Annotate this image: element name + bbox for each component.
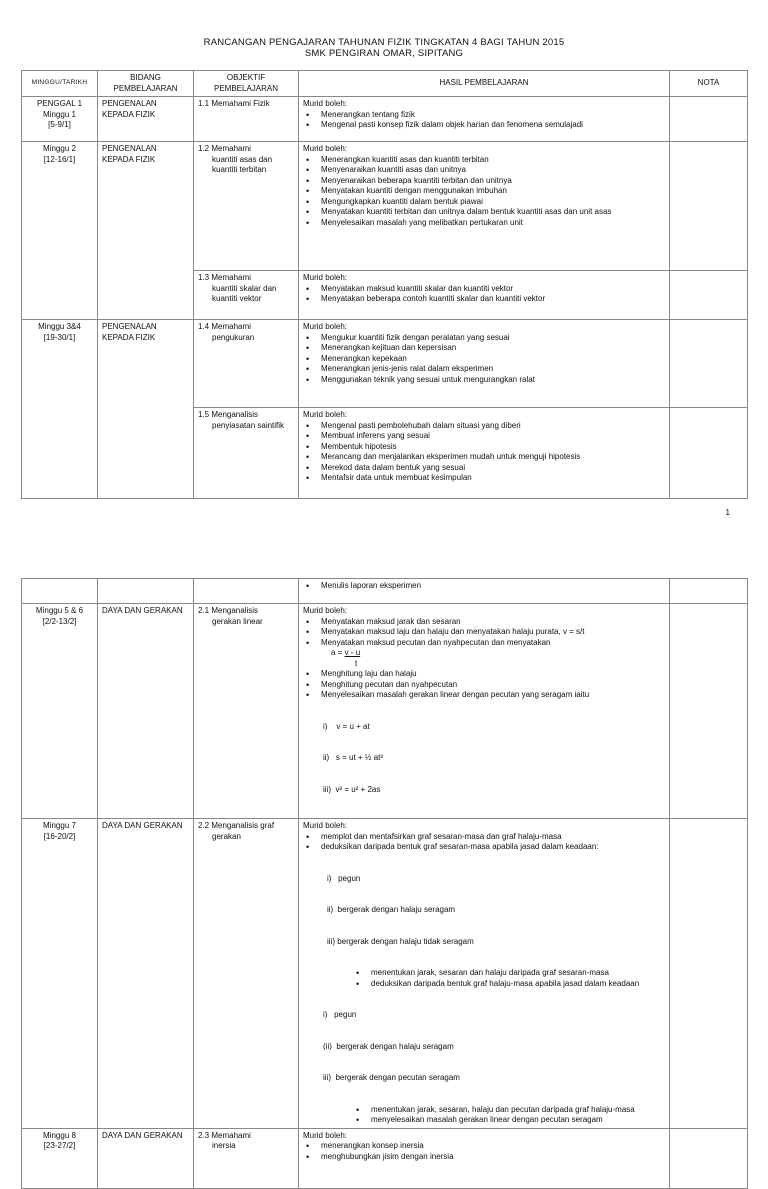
week-line: [23-27/2] <box>43 1141 76 1150</box>
list-item: • Menyatakan beberapa contoh kuantiti skalar dan kuantiti vektor <box>303 294 665 305</box>
list-item: • Mengungkapkan kuantiti dalam bentuk piawai <box>303 197 665 208</box>
list-item: • Menerangkan kejituan dan kepersisan <box>303 343 665 354</box>
col-head-outcome: HASIL PEMBELAJARAN <box>299 71 670 97</box>
week-line: Minggu 7 <box>43 821 76 830</box>
list-item: • Menghitung laju dan halaju <box>303 669 665 680</box>
area-cell: DAYA DAN GERAKAN <box>98 604 194 819</box>
week-line: Minggu 2 <box>43 144 76 153</box>
objective-text: inersia <box>212 1141 236 1150</box>
outcome-cell <box>299 142 670 271</box>
week-cell <box>22 320 98 499</box>
objective-cell <box>194 320 299 408</box>
objective-text: kuantiti asas dan kuantiti terbitan <box>212 154 273 174</box>
objective-cell <box>194 271 299 320</box>
objective-cell <box>194 819 299 1129</box>
objective-text: gerakan linear <box>212 616 263 626</box>
week-cell <box>22 579 98 604</box>
equation-list <box>303 701 665 817</box>
note-cell <box>670 604 748 819</box>
table-row <box>22 1128 748 1188</box>
outcome-cell <box>299 320 670 408</box>
list-item: • Menyelesaikan masalah gerakan linear dengan pecutan yang seragam iaitu <box>303 690 665 701</box>
week-line: Minggu 8 <box>43 1130 76 1140</box>
list-item: • Membentuk hipotesis <box>303 442 665 453</box>
outcome-cell <box>299 271 670 320</box>
formula-denominator: t <box>355 658 358 668</box>
week-line: [2/2-13/2] <box>42 616 77 626</box>
list-item: • Menerangkan kuantiti asas dan kuantiti terbitan <box>303 155 665 166</box>
list-item: • Merancang dan menjalankan eksperimen mudah untuk menguji hipotesis <box>303 452 665 463</box>
list-item: • Menyatakan maksud jarak dan sesaran <box>303 617 665 628</box>
week-line: Minggu 3&4 <box>38 322 81 331</box>
list-item: • Menyatakan maksud laju dan halaju dan menyatakan halaju purata, v = s/t <box>303 627 665 638</box>
title-line-1: RANCANGAN PENGAJARAN TAHUNAN FIZIK TINGKATAN 4 BAGI TAHUN 2015 <box>203 37 565 48</box>
list-item: • menentukan jarak, sesaran dan halaju daripada graf sesaran-masa <box>303 968 665 979</box>
list-item: • Menggunakan teknik yang sesuai untuk mengurangkan ralat <box>303 375 665 386</box>
equation: iii) v² = u² + 2as <box>323 784 381 794</box>
outcome-lead: Murid boleh: <box>303 1130 348 1140</box>
sub-list <box>303 853 665 969</box>
area-cell: DAYA DAN GERAKAN <box>98 1128 194 1188</box>
objective-number: 2.2 Menganalisis graf <box>198 821 275 830</box>
equation: ii) s = ut + ½ at² <box>323 753 384 762</box>
outcome-cell <box>299 579 670 604</box>
list-item: • Menyatakan kuantiti dengan menggunakan imbuhan <box>303 186 665 197</box>
col-head-area: BIDANG PEMBELAJARAN <box>98 71 194 97</box>
objective-number: 2.3 Memahami <box>198 1130 251 1140</box>
outcome-lead: Murid boleh: <box>303 144 348 153</box>
list-item: • Menyatakan maksud kuantiti skalar dan kuantiti vektor <box>303 284 665 295</box>
week-cell <box>22 604 98 819</box>
outcome-cell <box>299 97 670 142</box>
list-item: • Menyelesaikan masalah yang melibatkan pertukaran unit <box>303 218 665 229</box>
note-cell <box>670 271 748 320</box>
objective-text: gerakan <box>212 831 241 841</box>
week-line: PENGGAL 1 <box>36 99 83 108</box>
area-cell: DAYA DAN GERAKAN <box>98 819 194 1129</box>
list-item: • Menghitung pecutan dan nyahpecutan <box>303 680 665 691</box>
table-header-row <box>22 71 748 97</box>
acceleration-formula <box>303 648 665 669</box>
list-item: • deduksikan daripada bentuk graf halaju-masa apabila jasad dalam keadaan <box>303 979 665 990</box>
outcome-lead: Murid boleh: <box>303 322 348 331</box>
outcome-cell <box>299 604 670 819</box>
sub-item: i) pegun <box>327 873 361 883</box>
sub-item: iii) bergerak dengan pecutan seragam <box>323 1073 460 1082</box>
list-item: • menghubungkan jisim dengan inersia <box>303 1152 665 1163</box>
list-item: • memplot dan mentafsirkan graf sesaran-masa dan graf halaju-masa <box>303 832 665 843</box>
sub-item: (ii) bergerak dengan halaju seragam <box>323 1041 454 1051</box>
outcome-lead: Murid boleh: <box>303 410 348 419</box>
col-head-week: MINGGU/TARIKH <box>22 71 98 97</box>
outcome-lead: Murid boleh: <box>303 821 348 830</box>
week-line: Minggu 5 & 6 <box>35 606 84 615</box>
note-cell <box>670 819 748 1129</box>
list-item: • Menerangkan jenis-jenis ralat dalam eksperimen <box>303 364 665 375</box>
area-cell: PENGENALAN KEPADA FIZIK <box>98 320 194 499</box>
objective-number: 1.4 Memahami <box>198 322 251 331</box>
outcome-cell <box>299 1128 670 1188</box>
list-item: • Menerangkan kepekaan <box>303 354 665 365</box>
list-item: • Menulis laporan eksperimen <box>303 581 665 592</box>
week-line: [19-30/1] <box>43 332 76 342</box>
list-item: • Menyenaraikan beberapa kuantiti terbitan dan unitnya <box>303 176 665 187</box>
sub-item: i) pegun <box>323 1010 357 1019</box>
outcome-lead: Murid boleh: <box>303 99 348 108</box>
title-line-2: SMK PENGIRAN OMAR, SIPITANG <box>304 48 464 59</box>
sub-list <box>303 989 665 1105</box>
note-cell <box>670 1128 748 1188</box>
table-row <box>22 819 748 1129</box>
objective-cell: 1.1 Memahami Fizik <box>194 97 299 142</box>
note-cell <box>670 97 748 142</box>
objective-cell <box>194 142 299 271</box>
objective-cell <box>194 408 299 499</box>
objective-text: penyiasatan saintifik <box>212 420 285 430</box>
list-item: • Merekod data dalam bentuk yang sesuai <box>303 463 665 474</box>
list-item: • Mengenal pasti konsep fizik dalam objek harian dan fenomena semulajadi <box>303 120 665 131</box>
list-item: • Mentafsir data untuk membuat kesimpulan <box>303 473 665 484</box>
outcome-cell <box>299 819 670 1129</box>
sub-item: ii) bergerak dengan halaju seragam <box>327 905 456 914</box>
objective-number: 1.5 Menganalisis <box>198 410 259 419</box>
table-row <box>22 579 748 604</box>
list-item: • Membuat inferens yang sesuai <box>303 431 665 442</box>
col-head-objective: OBJEKTIF PEMBELAJARAN <box>194 71 299 97</box>
objective-text: kuantiti skalar dan kuantiti vektor <box>212 283 277 303</box>
formula-lhs: a = <box>331 648 343 657</box>
week-cell <box>22 1128 98 1188</box>
note-cell <box>670 320 748 408</box>
objective-number: 1.3 Memahami <box>198 273 251 282</box>
sub-item: iii) bergerak dengan halaju tidak seragam <box>327 936 474 946</box>
list-item: • Menyenaraikan kuantiti asas dan unitnya <box>303 165 665 176</box>
outcome-cell <box>299 408 670 499</box>
week-line: [5-9/1] <box>48 120 71 129</box>
list-item: • Menyatakan maksud pecutan dan nyahpecutan dan menyatakan <box>303 638 665 649</box>
week-cell <box>22 142 98 320</box>
page-number: 1 <box>725 508 730 517</box>
list-item: • menerangkan konsep inersia <box>303 1141 665 1152</box>
week-cell <box>22 97 98 142</box>
outcome-lead: Murid boleh: <box>303 273 348 282</box>
list-item: • Menerangkan tentang fizik <box>303 110 665 121</box>
document-title <box>0 37 768 59</box>
area-cell: PENGENALAN KEPADA FIZIK <box>98 97 194 142</box>
note-cell <box>670 408 748 499</box>
equation: i) v = u + at <box>323 721 370 731</box>
note-cell <box>670 579 748 604</box>
list-item: • Mengukur kuantiti fizik dengan peralatan yang sesuai <box>303 333 665 344</box>
list-item: • Mengenal pasti pembolehubah dalam situasi yang diberi <box>303 421 665 432</box>
table-row <box>22 604 748 819</box>
plan-table-page-1 <box>21 70 748 499</box>
objective-text: pengukuran <box>212 332 255 342</box>
plan-table-page-2 <box>21 578 748 1189</box>
objective-cell <box>194 604 299 819</box>
area-cell: PENGENALAN KEPADA FIZIK <box>98 142 194 320</box>
list-item: • menyelesaikan masalah gerakan linear dengan pecutan seragam <box>303 1115 665 1126</box>
list-item: • Menyatakan kuantiti terbitan dan unitnya dalam bentuk kuantiti asas dan unit asas <box>303 207 665 218</box>
week-cell <box>22 819 98 1129</box>
note-cell <box>670 142 748 271</box>
week-line: [16-20/2] <box>43 831 76 841</box>
objective-cell <box>194 1128 299 1188</box>
area-cell <box>98 579 194 604</box>
table-row <box>22 142 748 271</box>
objective-number: 1.2 Memahami <box>198 144 251 153</box>
table-row <box>22 320 748 408</box>
formula-numerator: v - u <box>344 648 361 657</box>
list-item: • deduksikan daripada bentuk graf sesaran-masa apabila jasad dalam keadaan: <box>303 842 665 853</box>
col-head-note: NOTA <box>670 71 748 97</box>
objective-number: 2.1 Menganalisis <box>198 606 259 615</box>
outcome-lead: Murid boleh: <box>303 606 348 615</box>
table-row <box>22 97 748 142</box>
week-line: [12-16/1] <box>43 154 76 164</box>
week-line: Minggu 1 <box>43 109 76 119</box>
objective-cell <box>194 579 299 604</box>
list-item: • menentukan jarak, sesaran, halaju dan pecutan daripada graf halaju-masa <box>303 1105 665 1116</box>
